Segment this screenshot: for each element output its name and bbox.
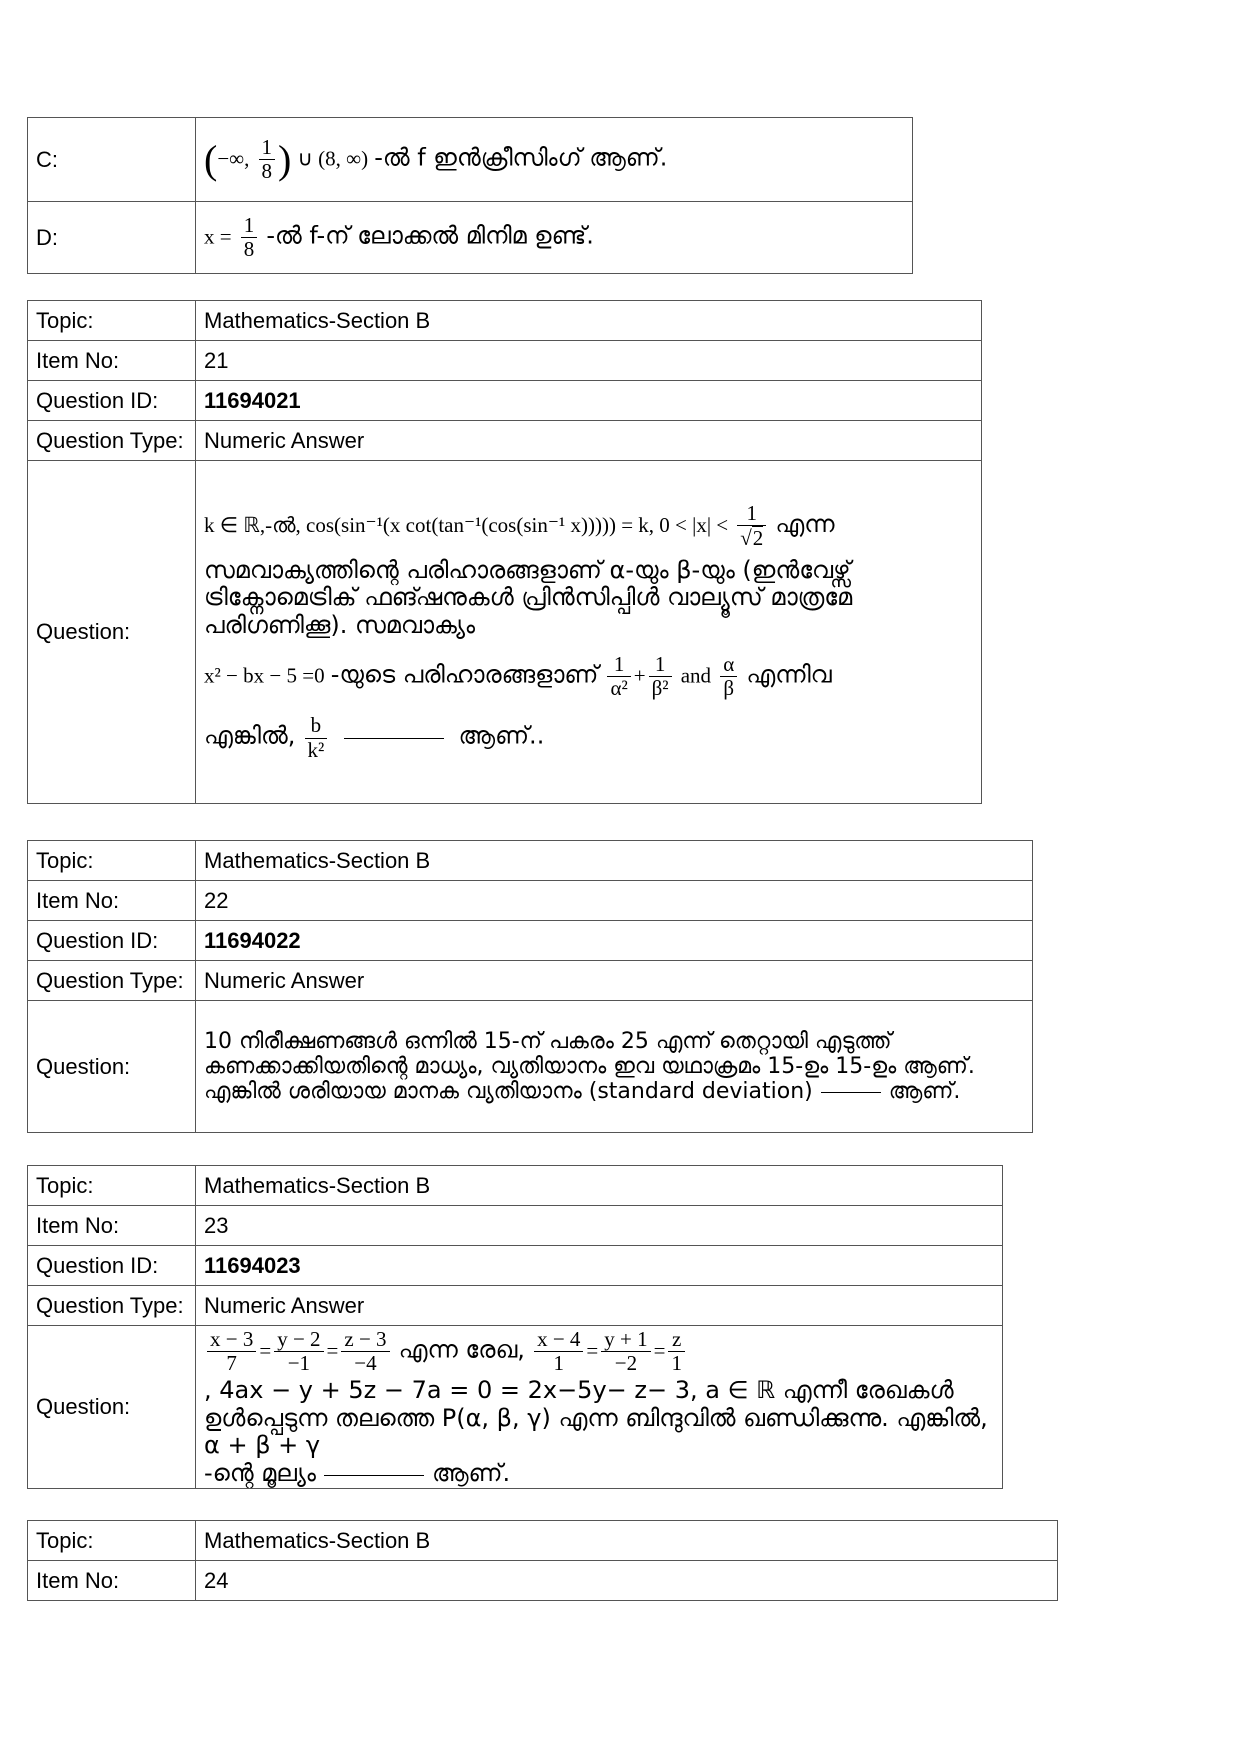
answer-blank: [344, 737, 444, 739]
question-24-table: [27, 1520, 1058, 1601]
partial-options-table: [27, 117, 913, 274]
qtype-label: Question Type:: [28, 1286, 196, 1326]
qtype-value: Numeric Answer: [196, 961, 1033, 1001]
item-value: 23: [196, 1206, 1003, 1246]
question-body: k ∈ ℝ,-ൽ, cos(sin⁻¹(x cot(tan⁻¹(cos(sin⁻¹ x))))) = k, 0 < |x| < $\frac{1}{√2}$ എന്ന സമവാക്യത്തിന്റെ പരിഹാരങ്ങളാണ് α-യും β-യും (ഇൻവേഴ്സ് ട്രിക്നോമെട്രിക് ഫങ്ഷനുകൾ പ്രിൻസിപ്പിൾ വാല്യൂസ് മാത്രമേ പരിഗണിക്കൂ). സമവാക്യം x² − bx − 5 =0 -യുടെ പരിഹാരങ്ങളാണ് $\frac{1}{\text{α²}}$ + $\frac{1}{\text{β²}}$ and $\frac{\alpha}{\beta}$ എന്നിവ എങ്കിൽ, $\frac{b}{\text{k²}}$ ആണ്..: [196, 461, 982, 804]
option-c-label: C:: [28, 118, 196, 202]
topic-value: Mathematics-Section B: [196, 841, 1033, 881]
qid-label: Question ID:: [28, 1246, 196, 1286]
topic-label: Topic:: [28, 301, 196, 341]
topic-value: Mathematics-Section B: [196, 1521, 1058, 1561]
qid-label: Question ID:: [28, 381, 196, 421]
question-23-table: [27, 1165, 1003, 1489]
option-d-text: x = $\frac{1}{8}$ -ൽ f-ന് ലോക്കൽ മിനിമ ഉണ്ട്.: [196, 202, 913, 274]
topic-value: Mathematics-Section B: [196, 301, 982, 341]
question-label: Question:: [28, 461, 196, 804]
question-21-table: [27, 300, 982, 804]
item-value: 21: [196, 341, 982, 381]
question-label: Question:: [28, 1001, 196, 1133]
item-label: Item No:: [28, 341, 196, 381]
qtype-label: Question Type:: [28, 421, 196, 461]
answer-blank: [821, 1091, 881, 1093]
item-value: 24: [196, 1561, 1058, 1601]
question-body: 10 നിരീക്ഷണങ്ങൾ ഒന്നിൽ 15-ന് പകരം 25 എന്ന് തെറ്റായി എടുത്ത് കണക്കാക്കിയതിന്റെ മാധ്യം, വ്യതിയാനം ഇവ യഥാക്രമം 15-ഉം 15-ഉം ആണ്. എങ്കിൽ ശരിയായ മാനക വ്യതിയാനം (standard deviation) ആണ്.: [196, 1001, 1033, 1133]
qtype-value: Numeric Answer: [196, 421, 982, 461]
topic-label: Topic:: [28, 841, 196, 881]
question-body: $\frac{x - 3}{7}$ = $\frac{y - 2}{-1}$ = $\frac{z - 3}{-4}$ എന്ന രേഖ, $\frac{x - 4}{1}$ = $\frac{y + 1}{-2}$ = $\frac{z}{1}$ , 4ax − y + 5z − 7a = 0 = 2x−5y− z− 3, a ∈ ℝ എന്നീ രേഖകൾ ഉൾപ്പെടുന്ന തലത്തെ P(α, β, γ) എന്ന ബിന്ദുവിൽ ഖണ്ഡിക്കുന്നു. എങ്കിൽ, α + β + γ -ന്റെ മൂല്യം ആണ്.: [196, 1326, 1003, 1489]
qid-value: 11694023: [196, 1246, 1003, 1286]
qid-value: 11694021: [196, 381, 982, 421]
answer-blank: [324, 1474, 424, 1476]
topic-value: Mathematics-Section B: [196, 1166, 1003, 1206]
question-22-table: [27, 840, 1033, 1133]
item-label: Item No:: [28, 1561, 196, 1601]
question-label: Question:: [28, 1326, 196, 1489]
item-label: Item No:: [28, 881, 196, 921]
option-d-label: D:: [28, 202, 196, 274]
qtype-value: Numeric Answer: [196, 1286, 1003, 1326]
option-c-text: (−∞, $\frac{1}{8}$ ) ∪ (8, ∞) -ൽ f ഇൻക്രീസിംഗ് ആണ്.: [196, 118, 913, 202]
qid-value: 11694022: [196, 921, 1033, 961]
item-label: Item No:: [28, 1206, 196, 1246]
topic-label: Topic:: [28, 1166, 196, 1206]
item-value: 22: [196, 881, 1033, 921]
topic-label: Topic:: [28, 1521, 196, 1561]
qid-label: Question ID:: [28, 921, 196, 961]
qtype-label: Question Type:: [28, 961, 196, 1001]
